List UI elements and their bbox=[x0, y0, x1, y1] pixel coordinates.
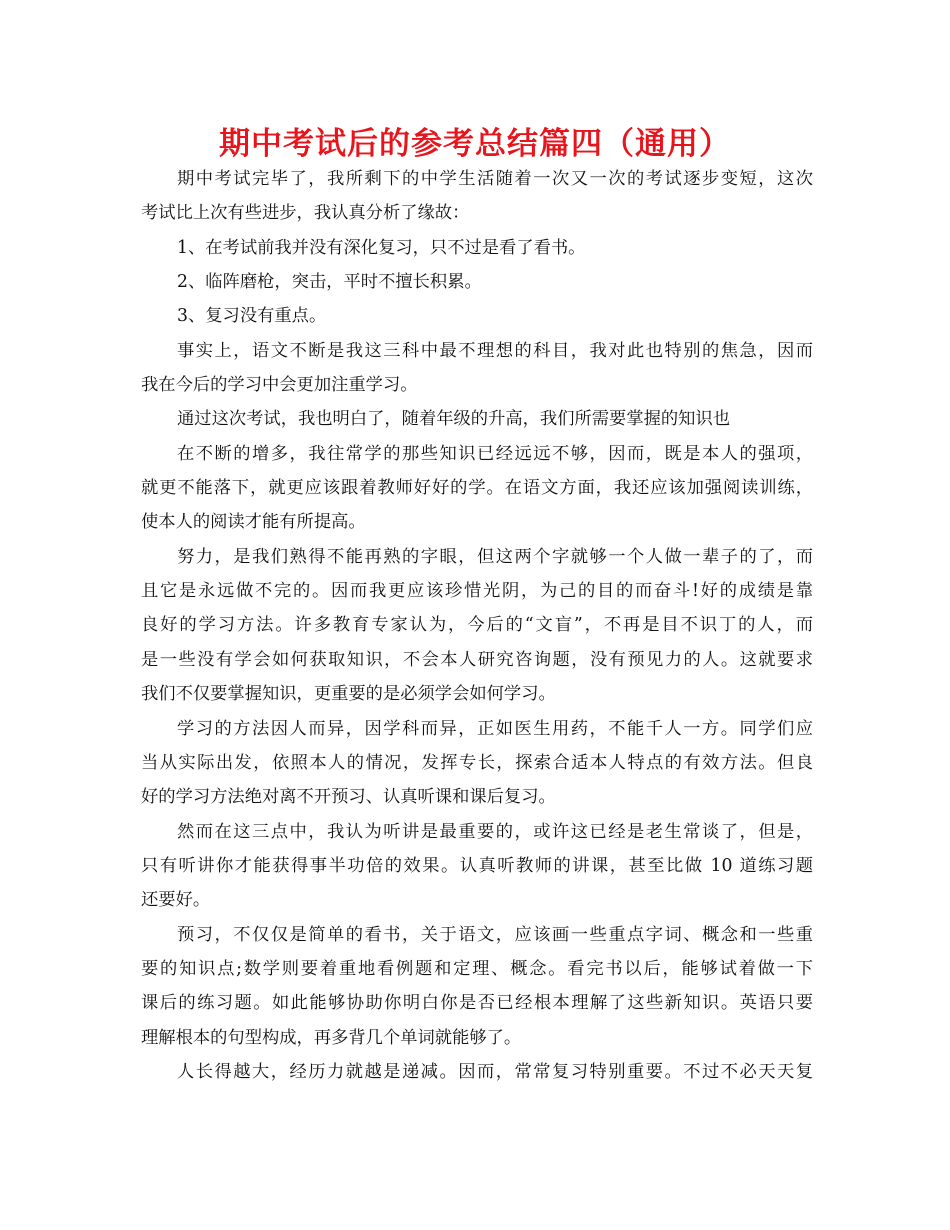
body-line: 当从实际出发，依照本人的情况，发挥专长，探索合适本人特点的有效方法。但良 bbox=[141, 752, 813, 773]
body-line: 预习，不仅仅是简单的看书，关于语文，应该画一些重点字词、概念和一些重 bbox=[177, 924, 813, 945]
body-line: 我们不仅要掌握知识，更重要的是必须学会如何学习。 bbox=[141, 684, 556, 705]
body-line: 期中考试完毕了，我所剩下的中学生活随着一次又一次的考试逐步变短，这次 bbox=[177, 169, 813, 189]
document-title: 期中考试后的参考总结篇四（通用） bbox=[219, 126, 731, 162]
body-line: 只有听讲你才能获得事半功倍的效果。认真听教师的讲课，甚至比做 10 道练习题 bbox=[141, 855, 813, 876]
body-line: 人长得越大，经历力就越是递减。因而，常常复习特别重要。不过不必天天复 bbox=[177, 1061, 813, 1082]
body-line: 使本人的阅读才能有所提高。 bbox=[141, 512, 366, 533]
body-line: 3、复习没有重点。 bbox=[177, 306, 327, 327]
body-line: 要的知识点;数学则要着重地看例题和定理、概念。看完书以后，能够试着做一下 bbox=[141, 958, 813, 979]
body-line: 1、在考试前我并没有深化复习，只不过是看了看书。 bbox=[177, 237, 586, 258]
body-line: 通过这次考试，我也明白了，随着年级的升高，我们所需要掌握的知识也 bbox=[177, 409, 731, 430]
body-line: 课后的练习题。如此能够协助你明白你是否已经根本理解了这些新知识。英语只要 bbox=[141, 993, 813, 1014]
body-line: 还要好。 bbox=[141, 890, 211, 911]
body-line: 然而在这三点中，我认为听讲是最重要的，或许这已经是老生常谈了，但是， bbox=[177, 821, 813, 842]
body-line: 学习的方法因人而异，因学科而异，正如医生用药，不能千人一方。同学们应 bbox=[177, 718, 813, 739]
body-line: 2、临阵磨枪，突击，平时不擅长积累。 bbox=[177, 272, 482, 293]
body-line: 是一些没有学会如何获取知识，不会本人研究咨询题，没有预见力的人。这就要求 bbox=[141, 649, 813, 670]
body-line: 良好的学习方法。许多教育专家认为，今后的“文盲”，不再是目不识丁的人，而 bbox=[141, 615, 813, 636]
body-line: 理解根本的句型构成，再多背几个单词就能够了。 bbox=[141, 1027, 522, 1048]
body-line: 事实上，语文不断是我这三科中最不理想的科目，我对此也特别的焦急，因而 bbox=[177, 340, 813, 361]
body-line: 就更不能落下，就更应该跟着教师好好的学。在语文方面，我还应该加强阅读训练， bbox=[141, 478, 813, 499]
body-line: 在不断的增多，我往常学的那些知识已经远远不够，因而，既是本人的强项， bbox=[177, 443, 813, 464]
body-line: 好的学习方法绝对离不开预习、认真听课和课后复习。 bbox=[141, 787, 556, 808]
body-line: 努力，是我们熟得不能再熟的字眼，但这两个字就够一个人做一辈子的了，而 bbox=[177, 546, 813, 567]
body-line: 考试比上次有些进步，我认真分析了缘故： bbox=[141, 203, 470, 224]
body-line: 我在今后的学习中会更加注重学习。 bbox=[141, 375, 418, 396]
body-line: 且它是永远做不完的。因而我更应该珍惜光阴，为己的目的而奋斗!好的成绩是靠 bbox=[141, 581, 813, 602]
document-body bbox=[141, 162, 813, 1089]
